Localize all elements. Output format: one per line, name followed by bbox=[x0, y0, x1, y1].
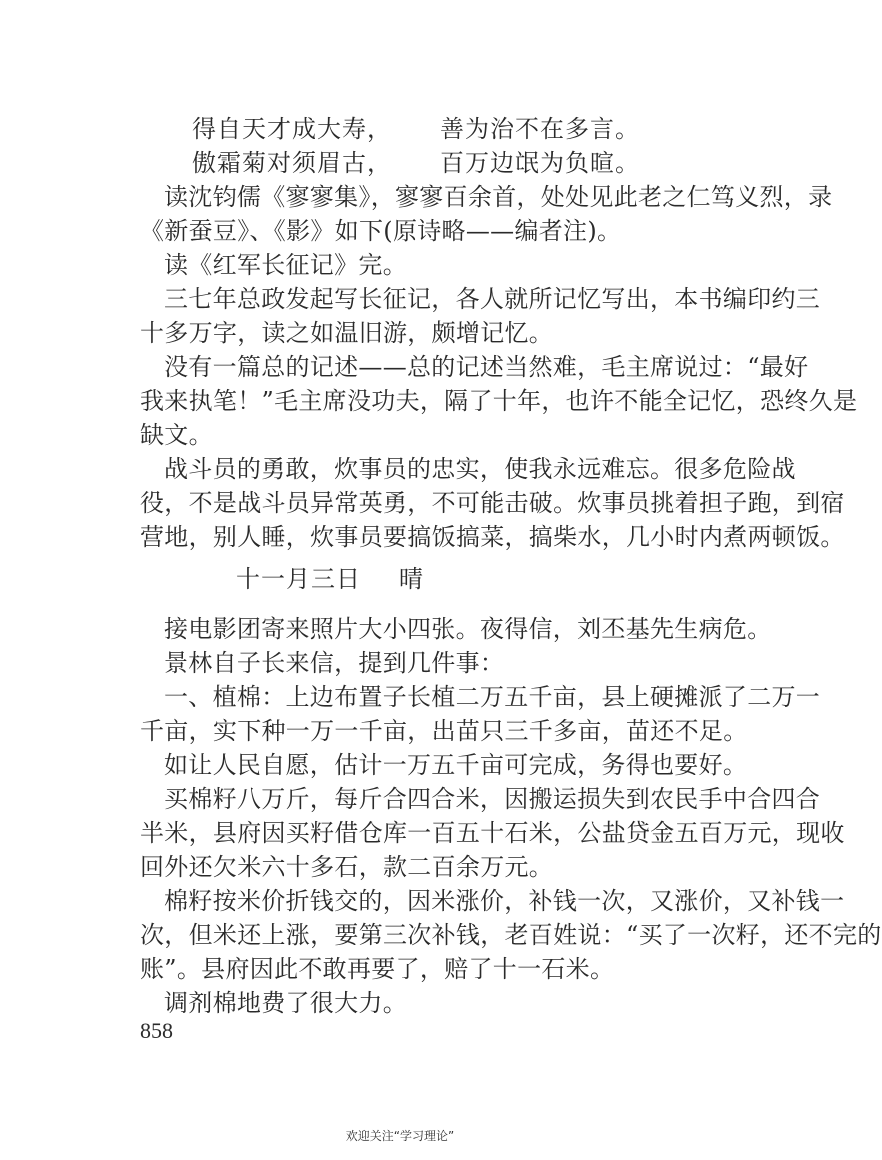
poem-line-2-right: 百万边氓为负暄。 bbox=[440, 149, 640, 177]
paragraph-line: 回外还欠米六十多石，款二百余万元。 bbox=[140, 853, 554, 881]
paragraph-line: 缺文。 bbox=[140, 421, 213, 449]
poem-line-1-right: 善为治不在多言。 bbox=[440, 115, 640, 143]
paragraph-line: 十多万字，读之如温旧游，颇增记忆。 bbox=[140, 319, 554, 347]
paragraph-line: 千亩，实下种一万一千亩，出苗只三千多亩，苗还不足。 bbox=[140, 717, 748, 745]
paragraph-line: 棉籽按米价折钱交的，因米涨价，补钱一次，又涨价，又补钱一 bbox=[164, 887, 845, 915]
poem-line-2-left: 傲霜菊对须眉古， bbox=[192, 149, 392, 177]
paragraph-line: 半米，县府因买籽借仓库一百五十石米，公盐贷金五百万元，现收 bbox=[140, 819, 845, 847]
paragraph-line: 买棉籽八万斤，每斤合四合米，因搬运损失到农民手中合四合 bbox=[164, 785, 821, 813]
paragraph-line: 没有一篇总的记述——总的记述当然难，毛主席说过：“最好 bbox=[164, 353, 809, 381]
paragraph-line: 如让人民自愿，估计一万五千亩可完成，务得也要好。 bbox=[164, 751, 748, 779]
paragraph-line: 役，不是战斗员异常英勇，不可能击破。炊事员挑着担子跑，到宿 bbox=[140, 489, 845, 517]
paragraph-line: 读沈钧儒《寥寥集》，寥寥百余首，处处见此老之仁笃义烈，录 bbox=[164, 183, 833, 211]
paragraph-line: 账”。县府因此不敢再要了，赔了十一石米。 bbox=[140, 955, 615, 983]
paragraph-line: 次，但米还上涨，要第三次补钱，老百姓说：“买了一次籽，还不完的 bbox=[140, 921, 882, 949]
poem-line-1-left: 得自天才成大寿， bbox=[192, 115, 392, 143]
footer-watermark: 欢迎关注“学习理论” bbox=[345, 1129, 455, 1143]
paragraph-line: 调剂棉地费了很大力。 bbox=[164, 989, 407, 1017]
paragraph-line: 三七年总政发起写长征记，各人就所记忆写出，本书编印约三 bbox=[164, 285, 821, 313]
paragraph-line: 景林自子长来信，提到几件事： bbox=[164, 649, 505, 677]
paragraph-line: 营地，别人睡，炊事员要搞饭搞菜，搞柴水，几小时内煮两顿饭。 bbox=[140, 523, 845, 551]
date-heading bbox=[236, 562, 424, 596]
paragraph-line: 我来执笔！”毛主席没功夫，隔了十年，也许不能全记忆，恐终久是 bbox=[140, 387, 858, 415]
paragraph-line: 《新蚕豆》、《影》如下(原诗略——编者注)。 bbox=[140, 217, 622, 245]
heading-date: 十一月三日 bbox=[236, 565, 361, 593]
paragraph-line: 一、植棉：上边布置子长植二万五千亩，县上硬摊派了二万一 bbox=[164, 683, 821, 711]
page-number: 858 bbox=[140, 1018, 173, 1043]
paragraph-line: 战斗员的勇敢，炊事员的忠实，使我永远难忘。很多危险战 bbox=[164, 455, 796, 483]
heading-weather: 晴 bbox=[399, 565, 424, 593]
paragraph-line: 读《红军长征记》完。 bbox=[164, 251, 407, 279]
paragraph-line: 接电影团寄来照片大小四张。夜得信，刘丕基先生病危。 bbox=[164, 615, 772, 643]
